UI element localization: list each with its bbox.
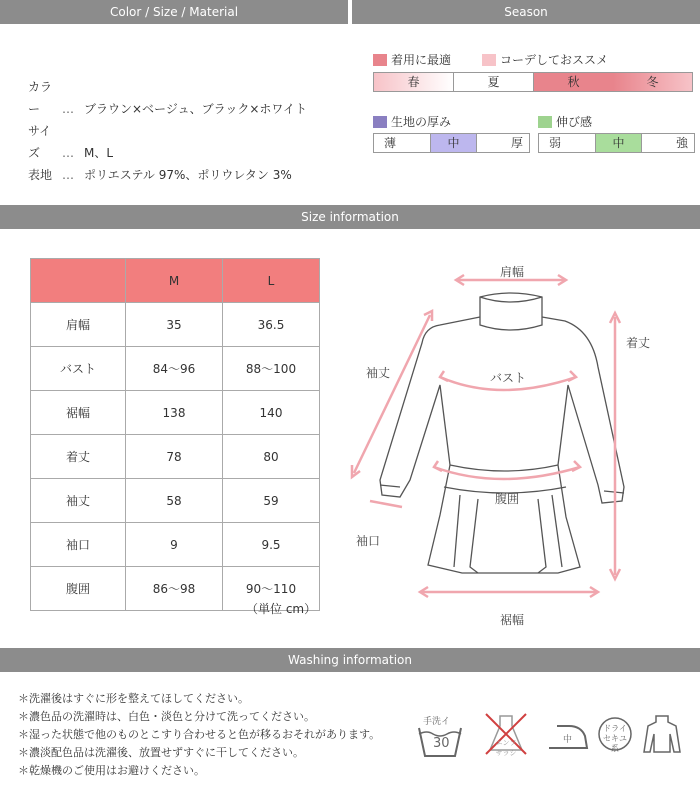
label-shoulder: 肩幅 [500,265,525,279]
col-l: L [223,259,320,303]
note-item: ＊濃淡配色品は洗濯後、放置せずすぐに干してください。 [18,746,304,759]
legend-layer: コーデしておススメ [482,51,608,68]
label-sleeve: 袖丈 [366,366,391,380]
legend-best-swatch [373,54,387,66]
table-row: 裾幅 138 140 [31,391,320,435]
spec-color: カラー … ブラウン×ベージュ、ブラック×ホワイト [28,80,308,116]
stretch-swatch [538,116,552,128]
table-row: 袖丈 58 59 [31,479,320,523]
garment-outline [380,293,624,573]
hand-wash-icon: 手洗イ 30 [415,712,465,760]
season-winter: 冬 [613,73,692,91]
spec-size: サイズ … M、L [28,124,114,160]
label-cuff: 袖口 [356,534,381,548]
size-table [30,258,320,611]
thickness-medium: 中 [431,134,478,152]
note-item: ＊濃色品の洗濯時は、白色・淡色と分けて洗ってください。 [18,710,315,723]
note-item: ＊湿った状態で他のものとこすり合わせると色が移るおそれがあります。 [18,728,381,741]
stretch-weak: 弱 [539,134,596,152]
size-header: Size information [0,205,700,229]
garment-diagram [340,255,670,625]
dry-clean-icon: ドライ セキユ系 [597,716,633,752]
label-hem: 裾幅 [500,613,525,627]
material-header: Color / Size / Material [0,0,348,24]
note-item: ＊乾燥機のご使用はお避けください。 [18,764,205,777]
table-row: 肩幅 35 36.5 [31,303,320,347]
label-bust: バスト [490,371,527,385]
stretch-strong: 強 [676,136,689,150]
thickness-scale [373,133,530,153]
season-header: Season [352,0,700,24]
stretch-scale [538,133,695,153]
spec-material: 表地 … ポリエステル 97%、ポリウレタン 3% [28,168,292,182]
stretch-legend: 伸び感 [538,113,592,130]
thickness-thin: 薄 [374,134,431,152]
thickness-thick: 厚 [511,136,524,150]
stretch-medium: 中 [596,134,643,152]
unit-note: （単位 cm） [246,602,317,616]
note-item: ＊洗濯後はすぐに形を整えてほしてください。 [18,692,249,705]
size-table-header [31,259,320,303]
season-spring: 春 [374,73,454,91]
no-bleach-icon: エンソ サラシ [482,710,530,758]
season-summer: 夏 [454,73,534,91]
washing-header: Washing information [0,648,700,672]
spec-list [28,76,307,186]
thickness-legend: 生地の厚み [373,113,451,130]
label-waist: 腹囲 [495,492,520,506]
washing-notes [18,690,380,780]
iron-icon: 中 [545,718,591,754]
legend-layer-swatch [482,54,496,66]
col-m: M [126,259,223,303]
season-scale [373,72,693,92]
table-row: バスト 84〜96 88〜100 [31,347,320,391]
label-length: 着丈 [626,336,651,350]
table-row: 腹囲 86〜98 90〜110 [31,567,320,611]
season-autumn: 秋 [534,73,613,91]
thickness-swatch [373,116,387,128]
table-row: 袖口 9 9.5 [31,523,320,567]
measure-arrows [352,275,620,597]
flat-dry-icon [642,712,682,756]
legend-best: 着用に最適 [373,51,451,68]
table-row: 着丈 78 80 [31,435,320,479]
